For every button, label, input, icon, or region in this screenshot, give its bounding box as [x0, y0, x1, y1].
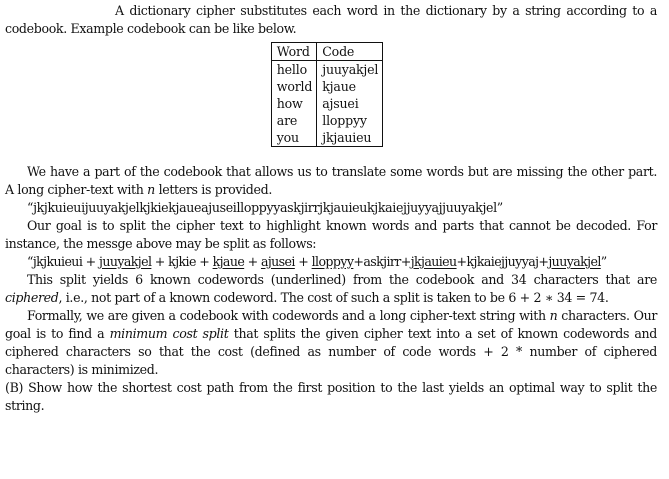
split-separator: +	[244, 254, 261, 269]
para1-tail: letters is provided.	[158, 182, 272, 197]
split-separator: +	[151, 254, 169, 269]
split-separator: +	[456, 254, 467, 269]
split-codeword-underlined: juuyakjel	[548, 254, 601, 269]
codebook-row	[271, 95, 382, 112]
codebook-table	[271, 42, 383, 147]
split-codeword-underlined: lloppyy	[311, 254, 354, 269]
split-separator: +	[294, 254, 312, 269]
para3-text: This split yields 6 known codewords (underlined) from the codebook and 34 characters that are	[27, 272, 657, 287]
codebook-word: hello	[271, 61, 316, 79]
codebook-row	[271, 129, 382, 147]
codebook-word: how	[271, 95, 316, 112]
codebook-row	[271, 78, 382, 95]
codebook-code: kjaue	[322, 79, 356, 94]
para3-tail: , i.e., not part of a known codeword. The cost of such a split is taken to be 6 + 2 ∗ 34 = 74.	[58, 290, 609, 305]
part-b-question	[5, 379, 657, 415]
split-ciphered-part: kjkie	[168, 254, 196, 269]
problem-paragraph-3	[5, 271, 657, 307]
para4-text-2: characters. Our goal is to find a	[5, 308, 658, 341]
split-codeword-underlined: juuyakjel	[99, 254, 152, 269]
codebook-code: juuyakjel	[322, 62, 379, 77]
para2-text: Our goal is to split the cipher text to highlight known words and parts that cannot be decoded. For instance, the messge above may be split as follows:	[5, 218, 657, 251]
ciphered-emphasis: ciphered	[5, 290, 59, 305]
split-separator: +	[400, 254, 411, 269]
codebook-header-word: Word	[271, 43, 316, 61]
codebook-code: lloppyy	[322, 113, 367, 128]
codebook-word: you	[271, 129, 316, 147]
codebook-row	[271, 61, 382, 79]
problem-paragraph-2	[5, 217, 657, 253]
problem-paragraph-1	[5, 163, 657, 199]
split-separator: +	[538, 254, 549, 269]
problem-paragraph-4	[5, 307, 657, 379]
minimum-cost-split-emphasis: minimum cost split	[109, 326, 229, 341]
split-codeword-underlined: kjaue	[212, 254, 245, 269]
problem-document	[5, 2, 657, 415]
codebook-header-row	[271, 43, 382, 61]
codebook-row	[271, 112, 382, 129]
para4-text-3: that splits the given cipher text into a set of known codewords and ciphered characters so that the cost (defined as number of code words + 2 * number of ciphered characters) is minimized.	[5, 326, 658, 377]
cipher-text: “jkjkuieuijuuyakjelkjkiekjaueajuseilloppyyaskjirrjkjauieukjkaiejjuyyajjuuyakjel”	[27, 200, 503, 215]
split-ciphered-part: kjkaiejjuyyaj	[466, 254, 539, 269]
split-separator: +	[195, 254, 213, 269]
variable-n: n	[147, 182, 155, 197]
split-codeword-underlined: ajusei	[260, 254, 295, 269]
split-ciphered-part: jkjkuieui	[32, 254, 83, 269]
quote-close: ”	[600, 254, 607, 269]
codebook-code: jkjauieu	[322, 130, 372, 145]
codebook-word: world	[271, 78, 316, 95]
intro-paragraph	[5, 2, 657, 38]
intro-text: A dictionary cipher substitutes each word in the dictionary by a string according to a codebook. Example codebook can be like below.	[5, 3, 657, 36]
codebook-code: ajsuei	[322, 96, 359, 111]
quote-open: “	[27, 254, 33, 269]
codebook-header-code: Code	[317, 43, 383, 61]
para4-text-1: Formally, we are given a codebook with codewords and a long cipher-text string with	[27, 308, 546, 323]
split-separator: +	[82, 254, 100, 269]
para1-text: We have a part of the codebook that allows us to translate some words but are missing the other part. A long cipher-text with	[5, 164, 657, 197]
variable-n: n	[549, 308, 558, 323]
split-ciphered-part: askjirr	[363, 254, 401, 269]
codebook-word: are	[271, 112, 316, 129]
split-codeword-underlined: jkjauieu	[410, 254, 457, 269]
split-example	[5, 253, 657, 271]
part-b-text: (B) Show how the shortest cost path from the first position to the last yields an optimal way to split the string.	[5, 380, 657, 413]
split-separator: +	[353, 254, 364, 269]
